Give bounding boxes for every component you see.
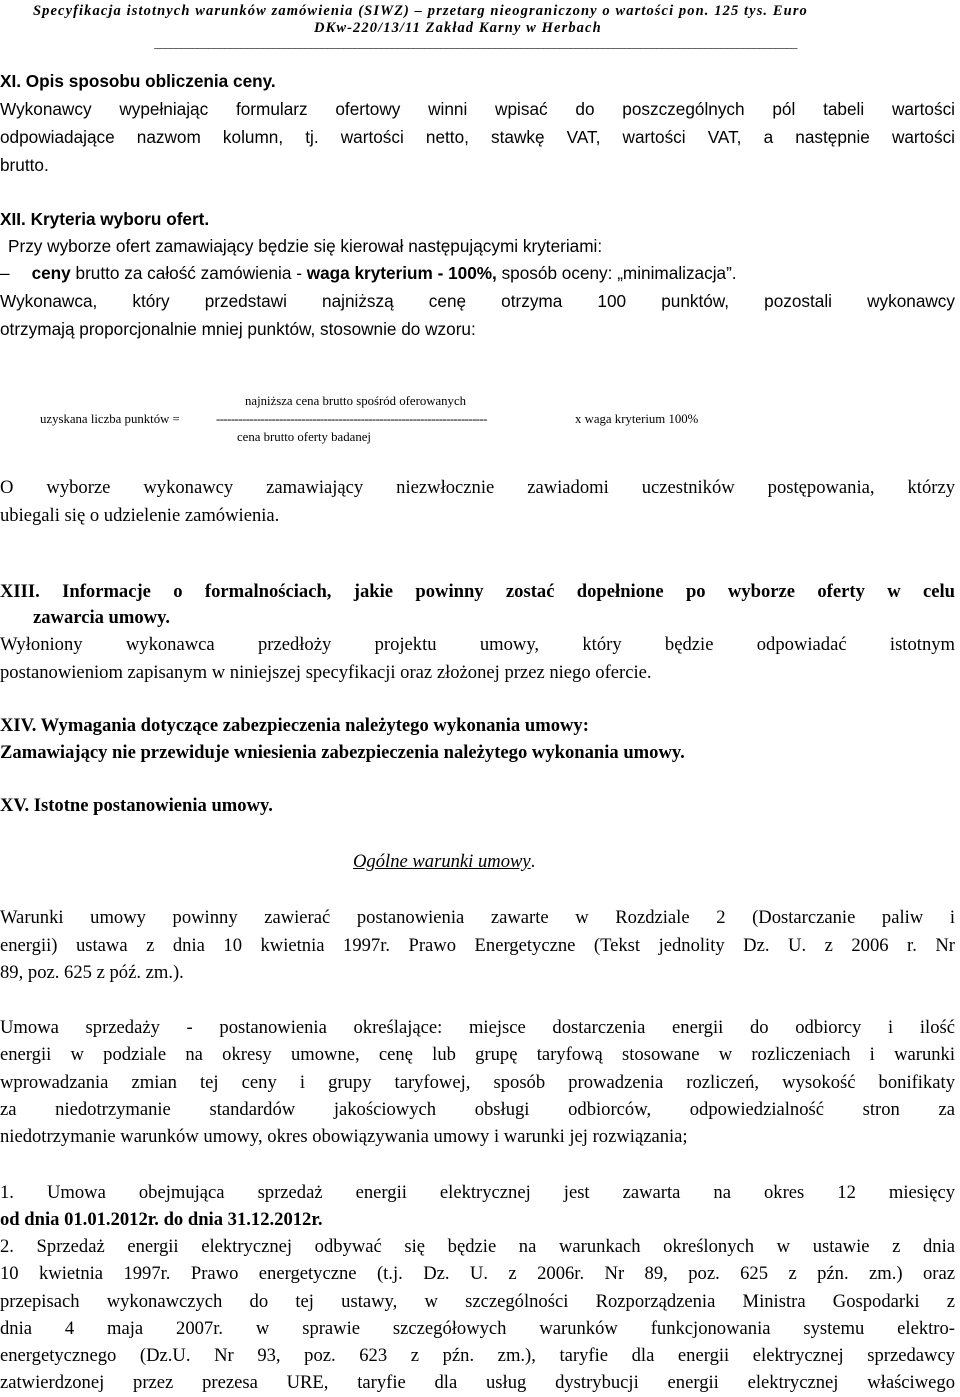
formula-fraction-bar: ------------------------------------------------------------------------- — [216, 412, 487, 426]
formula-lhs: uzyskana liczba punktów = — [40, 412, 180, 426]
s12-o-line-2: ubiegali się o udzielenie zamówienia. — [0, 505, 280, 526]
formula-denominator: cena brutto oferty badanej — [237, 430, 371, 444]
formula-rhs: x waga kryterium 100% — [575, 412, 699, 426]
criterion-text-1: brutto za całość zamówienia - — [70, 263, 307, 283]
header-line-2: DKw-220/13/11 Zakład Karny w Herbach — [314, 20, 602, 36]
section-14-title: XIV. Wymagania dotyczące zabezpieczenia należytego wykonania umowy: — [0, 715, 589, 736]
s12-o-line-1: O wyborze wykonawcy zamawiający niezwłocznie zawiadomi uczestników postępowania, którzy — [0, 477, 955, 498]
item-2-line-6: zatwierdzonej przez prezesa URE, taryfie dla usług dystrybucji energii elektrycznej właściwego — [0, 1372, 955, 1393]
s11-line-2: odpowiadające nazwom kolumn, tj. wartości netto, stawkę VAT, wartości VAT, a następnie wartości — [0, 127, 955, 147]
item-2-line-3: przepisach wykonawczych do tej ustawy, w szczególności Rozporządzenia Ministra Gospodarki z — [0, 1291, 955, 1312]
s15-u-line-4: za niedotrzymanie standardów jakościowych obsługi odbiorców, odpowiedzialność stron za — [0, 1099, 955, 1120]
criterion-dash: – — [0, 263, 10, 283]
criterion-method: sposób oceny: „minimalizacja”. — [496, 263, 737, 283]
section-13-title: XIII. Informacje o formalnościach, jakie powinny zostać dopełnione po wyborze oferty w celu — [0, 581, 955, 602]
formula-numerator: najniższa cena brutto spośród oferowanych — [245, 394, 467, 408]
item-1-line-1: 1. Umowa obejmująca sprzedaż energii elektrycznej jest zawarta na okres 12 miesięcy — [0, 1182, 955, 1203]
general-terms-label: Ogólne warunki umowy — [353, 851, 531, 872]
s15-u-line-3: wprowadzania zmian tej ceny i grupy taryfowej, sposób prowadzenia rozliczeń, wysokość bonifikaty — [0, 1072, 955, 1093]
item-2-line-4: dnia 4 maja 2007r. w sprawie szczegółowych warunków funkcjonowania systemu elektro- — [0, 1318, 955, 1339]
header-line-1: Specyfikacja istotnych warunków zamówienia (SIWZ) – przetarg nieograniczony o wartości pon. 125 tys. Euro — [33, 3, 808, 19]
section-11-title: XI. Opis sposobu obliczenia ceny. — [0, 71, 276, 91]
criterion-price: ceny — [31, 263, 71, 283]
s13-line-2: postanowieniom zapisanym w niniejszej specyfikacji oraz złożonej przez niego ofercie. — [0, 662, 652, 683]
item-1-dates: od dnia 01.01.2012r. do dnia 31.12.2012r. — [0, 1209, 323, 1230]
section-15-title: XV. Istotne postanowienia umowy. — [0, 795, 273, 816]
general-terms-dot: . — [530, 851, 536, 872]
header-rule: _______________________________________________________________________________________________________________________ — [154, 36, 797, 50]
s12-intro: Przy wyborze ofert zamawiający będzie się kierował następującymi kryteriami: — [8, 236, 603, 256]
criterion-weight: waga kryterium - 100%, — [306, 263, 497, 283]
s15-u-line-5: niedotrzymanie warunków umowy, okres obowiązywania umowy i warunki jej rozwiązania; — [0, 1126, 688, 1147]
s11-line-1: Wykonawcy wypełniając formularz ofertowy winni wpisać do poszczególnych pól tabeli wartości — [0, 99, 955, 119]
s15-w-line-2: energii) ustawa z dnia 10 kwietnia 1997r. Prawo Energetyczne (Tekst jednolity Dz. U. z 2006 r. Nr — [0, 935, 955, 956]
item-2-line-2: 10 kwietnia 1997r. Prawo energetyczne (t.j. Dz. U. z 2006r. Nr 89, poz. 625 z pźn. zm.) oraz — [0, 1263, 955, 1284]
s12-w-line-1: Wykonawca, który przedstawi najniższą cenę otrzyma 100 punktów, pozostali wykonawcy — [0, 291, 955, 311]
s15-w-line-3: 89, poz. 625 z póź. zm.). — [0, 962, 184, 983]
item-2-line-1: 2. Sprzedaż energii elektrycznej odbywać się będzie na warunkach określonych w ustawie z dnia — [0, 1236, 955, 1257]
s12-criterion — [0, 260, 955, 286]
s12-w-line-2: otrzymają proporcjonalnie mniej punktów, stosownie do wzoru: — [0, 319, 476, 339]
s14-text: Zamawiający nie przewiduje wniesienia zabezpieczenia należytego wykonania umowy. — [0, 742, 685, 763]
s13-line-1: Wyłoniony wykonawca przedłoży projektu umowy, który będzie odpowiadać istotnym — [0, 634, 955, 655]
s11-line-3: brutto. — [0, 155, 49, 175]
s15-w-line-1: Warunki umowy powinny zawierać postanowienia zawarte w Rozdziale 2 (Dostarczanie paliw i — [0, 907, 955, 928]
general-terms-heading — [353, 849, 535, 875]
s15-u-line-2: energii w podziale na okresy umowne, cenę lub grupę taryfową stosowane w rozliczeniach i warunki — [0, 1044, 955, 1065]
section-12-title: XII. Kryteria wyboru ofert. — [0, 209, 210, 229]
item-2-line-5: energetycznego (Dz.U. Nr 93, poz. 623 z pźn. zm.), taryfie dla energii elektrycznej sprzedawcy — [0, 1345, 955, 1366]
section-13-title-2: zawarcia umowy. — [33, 607, 171, 628]
s15-u-line-1: Umowa sprzedaży - postanowienia określające: miejsce dostarczenia energii do odbiorcy i ilość — [0, 1017, 955, 1038]
